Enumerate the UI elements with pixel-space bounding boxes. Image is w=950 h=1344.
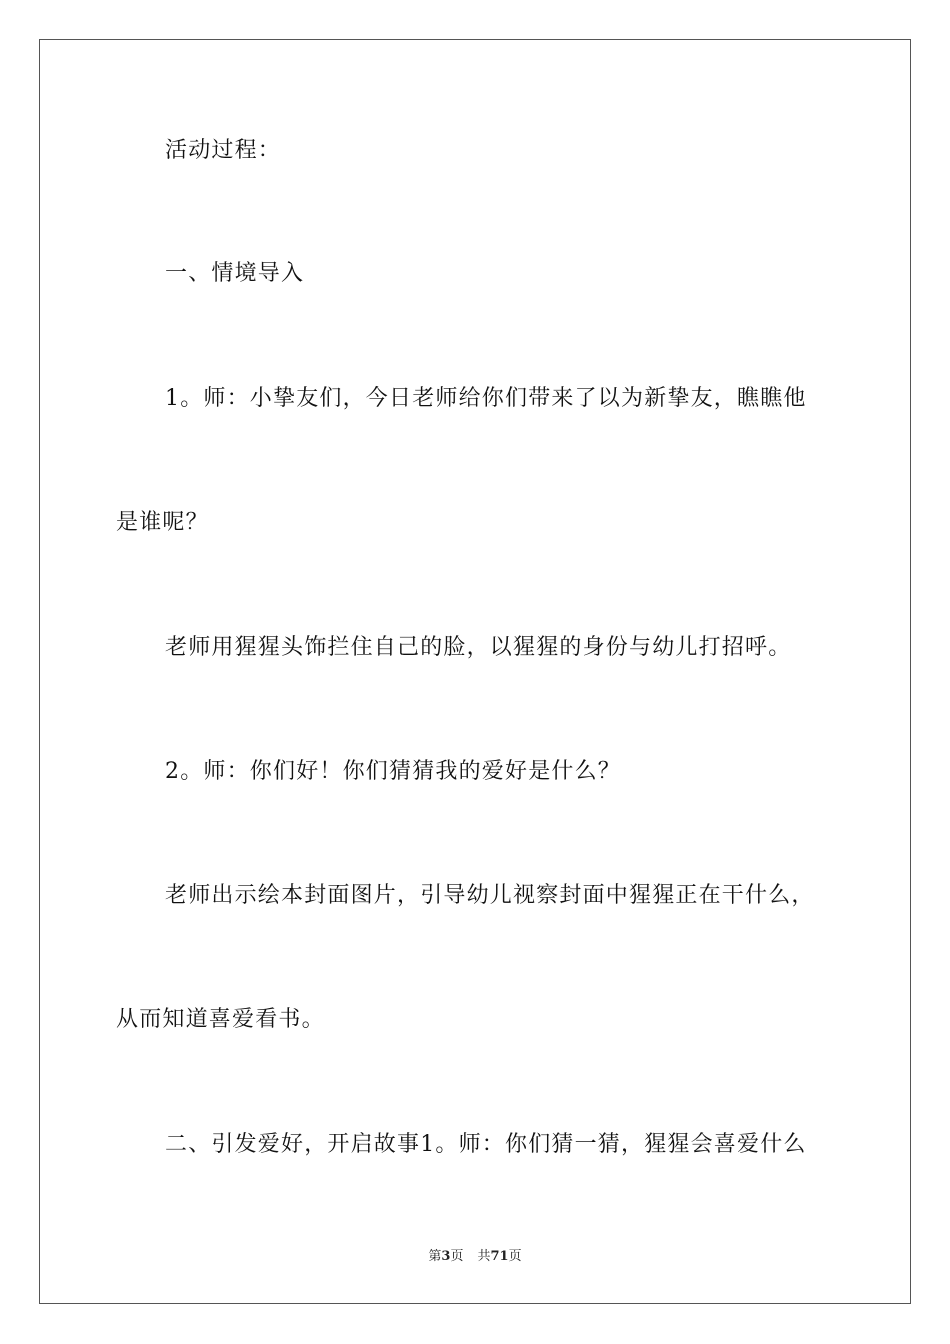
page-suffix: 页 bbox=[450, 1249, 464, 1264]
total-prefix: 共 bbox=[477, 1249, 491, 1264]
paragraph-line-5: 老师用猩猩头饰拦住自己的脸，以猩猩的身份与幼儿打招呼。 bbox=[165, 635, 792, 660]
paragraph-line-8: 从而知道喜爱看书。 bbox=[116, 1007, 325, 1032]
page-number: 3 bbox=[441, 1249, 451, 1264]
paragraph-line-1: 活动过程： bbox=[165, 138, 282, 163]
paragraph-line-9: 二、引发爱好，开启故事1。师：你们猜一猜，猩猩会喜爱什么 bbox=[165, 1132, 807, 1157]
paragraph-line-7: 老师出示绘本封面图片，引导幼儿视察封面中猩猩正在干什么， bbox=[165, 883, 815, 908]
paragraph-line-3: 1。师：小挚友们，今日老师给你们带来了以为新挚友，瞧瞧他 bbox=[165, 386, 807, 411]
page-border bbox=[39, 39, 911, 1304]
total-suffix: 页 bbox=[508, 1249, 522, 1264]
paragraph-line-6: 2。师：你们好！你们猜猜我的爱好是什么？ bbox=[165, 759, 621, 784]
total-pages: 71 bbox=[490, 1249, 509, 1264]
paragraph-line-4: 是谁呢？ bbox=[116, 510, 209, 535]
paragraph-line-2: 一、情境导入 bbox=[165, 261, 305, 286]
page-prefix: 第 bbox=[428, 1249, 442, 1264]
page-footer bbox=[0, 1248, 950, 1266]
